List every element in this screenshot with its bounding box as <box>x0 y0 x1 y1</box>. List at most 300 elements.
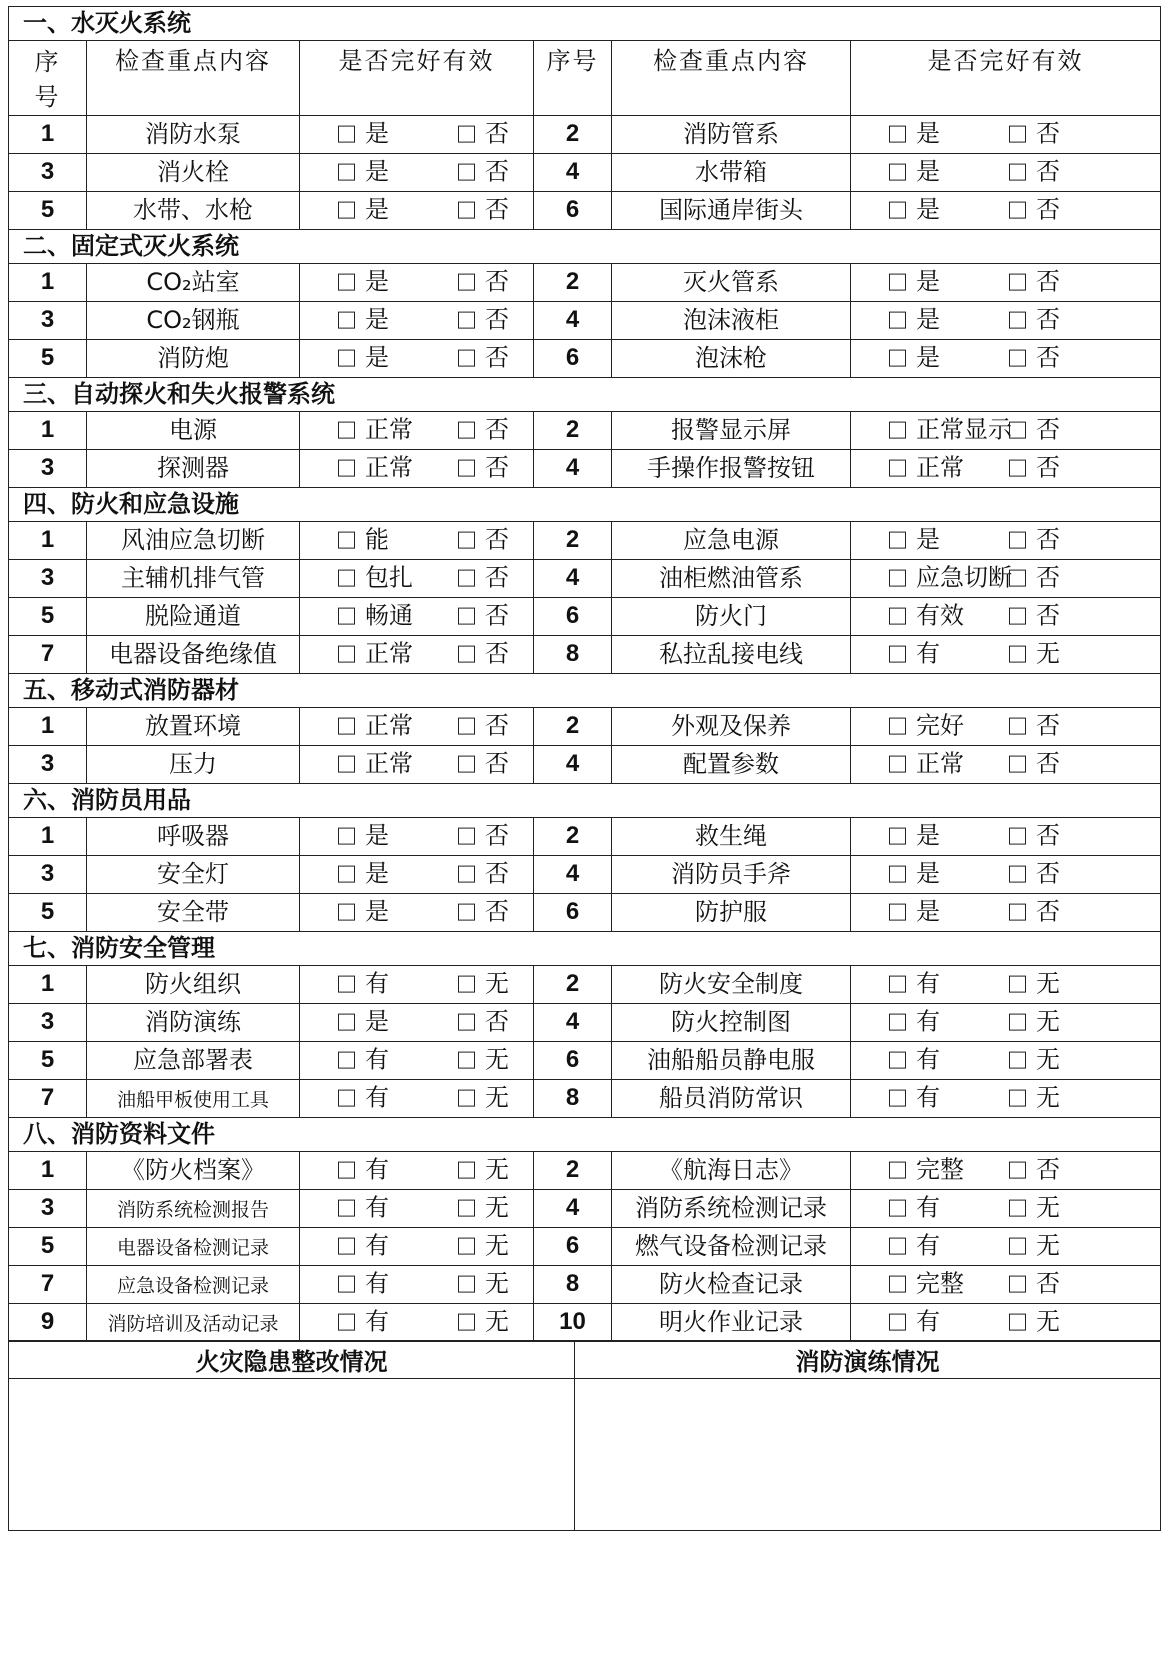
checkbox-icon[interactable] <box>338 126 355 143</box>
option-yes[interactable] <box>889 970 940 999</box>
item-name <box>87 339 300 377</box>
status-options-right <box>851 153 1161 191</box>
option-yes[interactable] <box>338 120 389 149</box>
checkbox-icon[interactable] <box>1009 460 1026 477</box>
status-options-left <box>300 411 534 449</box>
option-yes[interactable] <box>338 822 389 851</box>
checkbox-icon[interactable] <box>338 756 355 773</box>
option-yes[interactable] <box>889 268 940 297</box>
option-no[interactable] <box>1009 640 1060 669</box>
option-yes[interactable] <box>889 898 940 927</box>
checkbox-icon[interactable] <box>338 1200 355 1217</box>
option-yes[interactable] <box>889 1270 964 1299</box>
checkbox-icon[interactable] <box>1009 1162 1026 1179</box>
option-yes[interactable] <box>338 1046 389 1075</box>
option-no[interactable] <box>1009 860 1060 889</box>
option-label: 是 <box>916 897 940 926</box>
option-yes[interactable] <box>889 750 964 779</box>
option-label: 无 <box>485 1155 509 1184</box>
option-label: 包扎 <box>365 563 413 592</box>
checkbox-icon[interactable] <box>889 828 906 845</box>
checkbox-icon[interactable] <box>889 312 906 329</box>
checkbox-icon[interactable] <box>889 646 906 663</box>
checkbox-icon[interactable] <box>1009 274 1026 291</box>
checkbox-icon[interactable] <box>1009 164 1026 181</box>
option-yes[interactable] <box>889 602 964 631</box>
checkbox-icon[interactable] <box>458 756 475 773</box>
item-number: 1 <box>9 115 87 153</box>
checkbox-icon[interactable] <box>458 570 475 587</box>
item-label: 电器设备绝缘值 <box>109 639 277 668</box>
option-yes[interactable] <box>338 268 389 297</box>
option-yes[interactable] <box>338 1232 389 1261</box>
option-yes[interactable] <box>338 196 389 225</box>
checkbox-icon[interactable] <box>338 646 355 663</box>
option-yes[interactable] <box>889 640 940 669</box>
status-options-left <box>300 1003 534 1041</box>
option-yes[interactable] <box>889 526 940 555</box>
checkbox-icon[interactable] <box>1009 646 1026 663</box>
option-label: 无 <box>485 1231 509 1260</box>
checkbox-icon[interactable] <box>1009 422 1026 439</box>
checkbox-icon[interactable] <box>338 608 355 625</box>
option-label: 有 <box>916 969 940 998</box>
section-title: 一、水灭火系统 <box>9 7 1161 41</box>
checkbox-icon[interactable] <box>338 1238 355 1255</box>
checkbox-icon[interactable] <box>1009 312 1026 329</box>
checkbox-icon[interactable] <box>889 1200 906 1217</box>
checkbox-icon[interactable] <box>458 312 475 329</box>
option-yes[interactable] <box>338 564 413 593</box>
checkbox-icon[interactable] <box>889 718 906 735</box>
checkbox-icon[interactable] <box>458 1314 475 1331</box>
checkbox-icon[interactable] <box>458 866 475 883</box>
checkbox-icon[interactable] <box>338 828 355 845</box>
checkbox-icon[interactable] <box>1009 350 1026 367</box>
checkbox-icon[interactable] <box>889 1090 906 1107</box>
status-options-right <box>851 1079 1161 1117</box>
column-header-seq: 序号 <box>9 41 87 116</box>
option-yes[interactable] <box>338 526 389 555</box>
option-no[interactable] <box>458 602 509 631</box>
item-label: 燃气设备检测记录 <box>635 1231 827 1260</box>
option-yes[interactable] <box>338 1194 389 1223</box>
status-options-right <box>851 1303 1161 1341</box>
status-options-right <box>851 707 1161 745</box>
option-yes[interactable] <box>889 416 1012 445</box>
option-label: 否 <box>1036 563 1060 592</box>
checkbox-icon[interactable] <box>458 202 475 219</box>
checkbox-icon[interactable] <box>1009 532 1026 549</box>
checkbox-icon[interactable] <box>889 532 906 549</box>
option-no[interactable] <box>1009 1084 1060 1113</box>
option-yes[interactable] <box>338 970 389 999</box>
checkbox-icon[interactable] <box>458 532 475 549</box>
option-no[interactable] <box>1009 1308 1060 1337</box>
checkbox-icon[interactable] <box>458 422 475 439</box>
option-no[interactable] <box>1009 120 1060 149</box>
option-yes[interactable] <box>889 860 940 889</box>
option-yes[interactable] <box>889 564 1012 593</box>
option-yes[interactable] <box>338 1084 389 1113</box>
item-name <box>87 1227 300 1265</box>
item-number: 6 <box>534 893 612 931</box>
option-label: 无 <box>1036 1307 1060 1336</box>
option-yes[interactable] <box>889 1194 940 1223</box>
checkbox-icon[interactable] <box>338 164 355 181</box>
option-yes[interactable] <box>889 822 940 851</box>
option-yes[interactable] <box>889 306 940 335</box>
item-label: 探测器 <box>157 453 229 482</box>
checkbox-icon[interactable] <box>338 976 355 993</box>
checkbox-icon[interactable] <box>458 976 475 993</box>
item-name <box>87 1151 300 1189</box>
option-no[interactable] <box>458 750 509 779</box>
item-label: 私拉乱接电线 <box>659 639 803 668</box>
option-yes[interactable] <box>889 120 940 149</box>
option-no[interactable] <box>458 564 509 593</box>
option-no[interactable] <box>1009 1156 1060 1185</box>
option-no[interactable] <box>1009 306 1060 335</box>
section-title: 四、防火和应急设施 <box>9 487 1161 521</box>
checkbox-icon[interactable] <box>1009 126 1026 143</box>
checkbox-icon[interactable] <box>458 1238 475 1255</box>
checkbox-icon[interactable] <box>338 1276 355 1293</box>
checkbox-icon[interactable] <box>338 532 355 549</box>
checkbox-icon[interactable] <box>1009 202 1026 219</box>
status-options-left <box>300 707 534 745</box>
checkbox-icon[interactable] <box>889 422 906 439</box>
checkbox-icon[interactable] <box>889 460 906 477</box>
status-options-right <box>851 1189 1161 1227</box>
checkbox-icon[interactable] <box>1009 1200 1026 1217</box>
item-number: 5 <box>9 893 87 931</box>
item-name <box>612 1303 851 1341</box>
option-yes[interactable] <box>338 1156 389 1185</box>
checkbox-icon[interactable] <box>458 1162 475 1179</box>
option-yes[interactable] <box>889 158 940 187</box>
checkbox-icon[interactable] <box>458 350 475 367</box>
item-number: 2 <box>534 115 612 153</box>
item-label: 防护服 <box>695 897 767 926</box>
option-no[interactable] <box>458 344 509 373</box>
option-no[interactable] <box>458 268 509 297</box>
option-no[interactable] <box>1009 564 1060 593</box>
status-options-left <box>300 1227 534 1265</box>
option-yes[interactable] <box>889 344 940 373</box>
option-yes[interactable] <box>889 712 964 741</box>
option-no[interactable] <box>458 416 509 445</box>
option-no[interactable] <box>1009 526 1060 555</box>
checkbox-icon[interactable] <box>889 866 906 883</box>
checkbox-icon[interactable] <box>1009 1052 1026 1069</box>
checkbox-icon[interactable] <box>1009 608 1026 625</box>
item-label: 安全带 <box>157 897 229 926</box>
item-number: 1 <box>9 965 87 1003</box>
option-no[interactable] <box>1009 454 1060 483</box>
option-no[interactable] <box>458 1046 509 1075</box>
item-number: 7 <box>9 1079 87 1117</box>
checkbox-icon[interactable] <box>338 718 355 735</box>
checkbox-icon[interactable] <box>889 570 906 587</box>
option-label: 有 <box>365 1269 389 1298</box>
item-name <box>87 559 300 597</box>
item-number: 1 <box>9 1151 87 1189</box>
checkbox-icon[interactable] <box>889 1014 906 1031</box>
drill-notes-area[interactable] <box>575 1379 1161 1531</box>
option-no[interactable] <box>458 1156 509 1185</box>
checkbox-icon[interactable] <box>1009 718 1026 735</box>
option-label: 完整 <box>916 1155 964 1184</box>
option-yes[interactable] <box>338 712 413 741</box>
column-header-seq: 序号 <box>534 41 612 116</box>
checkbox-icon[interactable] <box>338 1090 355 1107</box>
option-label: 有 <box>365 1155 389 1184</box>
status-options-left <box>300 301 534 339</box>
option-yes[interactable] <box>338 306 389 335</box>
option-yes[interactable] <box>338 898 389 927</box>
option-label: 否 <box>485 525 509 554</box>
checkbox-icon[interactable] <box>1009 976 1026 993</box>
checkbox-icon[interactable] <box>338 312 355 329</box>
option-label: 是 <box>916 157 940 186</box>
option-label: 无 <box>1036 1007 1060 1036</box>
option-yes[interactable] <box>889 1084 940 1113</box>
item-label: 消防系统检测报告 <box>116 1198 269 1221</box>
checkbox-icon[interactable] <box>889 976 906 993</box>
item-label: 安全灯 <box>157 859 229 888</box>
item-name <box>87 855 300 893</box>
checkbox-icon[interactable] <box>458 1052 475 1069</box>
item-name <box>612 1151 851 1189</box>
option-no[interactable] <box>458 1084 509 1113</box>
checkbox-icon[interactable] <box>889 350 906 367</box>
status-options-right <box>851 1265 1161 1303</box>
checkbox-icon[interactable] <box>1009 570 1026 587</box>
status-options-left <box>300 115 534 153</box>
option-no[interactable] <box>458 1008 509 1037</box>
drill-status-title: 消防演练情况 <box>575 1341 1161 1379</box>
section-header <box>9 1117 1161 1151</box>
option-no[interactable] <box>1009 1270 1060 1299</box>
checkbox-icon[interactable] <box>458 1014 475 1031</box>
option-no[interactable] <box>458 640 509 669</box>
option-no[interactable] <box>458 158 509 187</box>
checkbox-icon[interactable] <box>889 756 906 773</box>
checkbox-icon[interactable] <box>889 274 906 291</box>
option-yes[interactable] <box>338 1008 389 1037</box>
option-yes[interactable] <box>338 602 413 631</box>
option-no[interactable] <box>1009 712 1060 741</box>
option-no[interactable] <box>1009 602 1060 631</box>
option-yes[interactable] <box>338 640 413 669</box>
checkbox-icon[interactable] <box>338 350 355 367</box>
option-yes[interactable] <box>338 750 413 779</box>
checkbox-icon[interactable] <box>889 608 906 625</box>
option-label: 是 <box>365 1007 389 1036</box>
checkbox-icon[interactable] <box>1009 866 1026 883</box>
option-no[interactable] <box>458 712 509 741</box>
option-no[interactable] <box>1009 416 1060 445</box>
option-yes[interactable] <box>889 1008 940 1037</box>
item-name <box>87 893 300 931</box>
table-row <box>9 521 1161 559</box>
checkbox-icon[interactable] <box>458 904 475 921</box>
option-no[interactable] <box>458 822 509 851</box>
option-no[interactable] <box>458 526 509 555</box>
option-no[interactable] <box>1009 158 1060 187</box>
option-no[interactable] <box>458 1232 509 1261</box>
checkbox-icon[interactable] <box>458 1276 475 1293</box>
item-number: 3 <box>9 855 87 893</box>
item-name <box>87 1041 300 1079</box>
checkbox-icon[interactable] <box>889 164 906 181</box>
option-yes[interactable] <box>889 1232 940 1261</box>
option-label: 正常 <box>365 415 413 444</box>
checkbox-icon[interactable] <box>338 274 355 291</box>
option-no[interactable] <box>1009 750 1060 779</box>
item-label: 消防员手斧 <box>671 859 791 888</box>
item-label: 风油应急切断 <box>121 525 265 554</box>
option-no[interactable] <box>458 1308 509 1337</box>
option-no[interactable] <box>1009 1008 1060 1037</box>
item-name <box>612 521 851 559</box>
checkbox-icon[interactable] <box>889 1052 906 1069</box>
option-no[interactable] <box>458 454 509 483</box>
option-yes[interactable] <box>889 454 964 483</box>
option-yes[interactable] <box>338 416 413 445</box>
checkbox-icon[interactable] <box>1009 1238 1026 1255</box>
item-name <box>87 635 300 673</box>
item-number: 1 <box>9 521 87 559</box>
checkbox-icon[interactable] <box>458 460 475 477</box>
status-options-right <box>851 1041 1161 1079</box>
checkbox-icon[interactable] <box>1009 756 1026 773</box>
checkbox-icon[interactable] <box>338 1314 355 1331</box>
checkbox-icon[interactable] <box>458 1090 475 1107</box>
checkbox-icon[interactable] <box>889 126 906 143</box>
checkbox-icon[interactable] <box>889 1276 906 1293</box>
status-options-right <box>851 115 1161 153</box>
option-no[interactable] <box>458 306 509 335</box>
option-no[interactable] <box>1009 1194 1060 1223</box>
option-no[interactable] <box>1009 898 1060 927</box>
item-name <box>612 115 851 153</box>
item-number: 4 <box>534 745 612 783</box>
checkbox-icon[interactable] <box>458 608 475 625</box>
option-yes[interactable] <box>338 1308 389 1337</box>
checkbox-icon[interactable] <box>338 422 355 439</box>
checkbox-icon[interactable] <box>338 202 355 219</box>
option-no[interactable] <box>1009 822 1060 851</box>
checkbox-icon[interactable] <box>889 202 906 219</box>
item-label: 消防炮 <box>157 343 229 372</box>
checkbox-icon[interactable] <box>338 904 355 921</box>
checkbox-icon[interactable] <box>889 1238 906 1255</box>
option-label: 是 <box>916 267 940 296</box>
item-label: 泡沫液柜 <box>683 305 779 334</box>
checkbox-icon[interactable] <box>1009 1314 1026 1331</box>
item-name <box>87 745 300 783</box>
option-no[interactable] <box>458 860 509 889</box>
option-no[interactable] <box>1009 344 1060 373</box>
option-no[interactable] <box>1009 196 1060 225</box>
checkbox-icon[interactable] <box>338 1162 355 1179</box>
checkbox-icon[interactable] <box>1009 1090 1026 1107</box>
rectification-notes-area[interactable] <box>9 1379 575 1531</box>
item-number: 2 <box>534 1151 612 1189</box>
checkbox-icon[interactable] <box>1009 904 1026 921</box>
checkbox-icon[interactable] <box>338 1014 355 1031</box>
checkbox-icon[interactable] <box>338 460 355 477</box>
option-label: 否 <box>485 1007 509 1036</box>
option-no[interactable] <box>458 120 509 149</box>
item-label: 救生绳 <box>695 821 767 850</box>
table-row <box>9 301 1161 339</box>
item-name <box>87 263 300 301</box>
checkbox-icon[interactable] <box>1009 1014 1026 1031</box>
checkbox-icon[interactable] <box>458 274 475 291</box>
option-no[interactable] <box>1009 970 1060 999</box>
option-yes[interactable] <box>338 860 389 889</box>
option-yes[interactable] <box>889 1156 964 1185</box>
checkbox-icon[interactable] <box>458 718 475 735</box>
checkbox-icon[interactable] <box>458 164 475 181</box>
option-no[interactable] <box>1009 1232 1060 1261</box>
checkbox-icon[interactable] <box>889 904 906 921</box>
checkbox-icon[interactable] <box>889 1314 906 1331</box>
option-yes[interactable] <box>338 158 389 187</box>
checkbox-icon[interactable] <box>338 570 355 587</box>
checkbox-icon[interactable] <box>458 1200 475 1217</box>
status-options-right <box>851 597 1161 635</box>
option-label: 否 <box>485 415 509 444</box>
checkbox-icon[interactable] <box>338 1052 355 1069</box>
option-label: 是 <box>365 821 389 850</box>
status-options-right <box>851 893 1161 931</box>
option-label: 否 <box>485 711 509 740</box>
option-label: 否 <box>1036 749 1060 778</box>
checkbox-icon[interactable] <box>889 1162 906 1179</box>
option-yes[interactable] <box>338 1270 389 1299</box>
option-no[interactable] <box>458 1194 509 1223</box>
checkbox-icon[interactable] <box>458 828 475 845</box>
table-row <box>9 1265 1161 1303</box>
option-no[interactable] <box>458 1270 509 1299</box>
option-yes[interactable] <box>338 344 389 373</box>
option-yes[interactable] <box>889 196 940 225</box>
option-label: 无 <box>485 1269 509 1298</box>
status-options-right <box>851 1227 1161 1265</box>
option-label: 否 <box>485 453 509 482</box>
option-no[interactable] <box>458 970 509 999</box>
option-yes[interactable] <box>338 454 413 483</box>
checkbox-icon[interactable] <box>1009 828 1026 845</box>
checkbox-icon[interactable] <box>458 646 475 663</box>
option-no[interactable] <box>1009 268 1060 297</box>
status-options-left <box>300 1151 534 1189</box>
option-yes[interactable] <box>889 1046 940 1075</box>
option-label: 否 <box>1036 601 1060 630</box>
checkbox-icon[interactable] <box>338 866 355 883</box>
option-label: 是 <box>365 267 389 296</box>
option-no[interactable] <box>1009 1046 1060 1075</box>
option-no[interactable] <box>458 898 509 927</box>
checkbox-icon[interactable] <box>1009 1276 1026 1293</box>
option-yes[interactable] <box>889 1308 940 1337</box>
option-no[interactable] <box>458 196 509 225</box>
checkbox-icon[interactable] <box>458 126 475 143</box>
